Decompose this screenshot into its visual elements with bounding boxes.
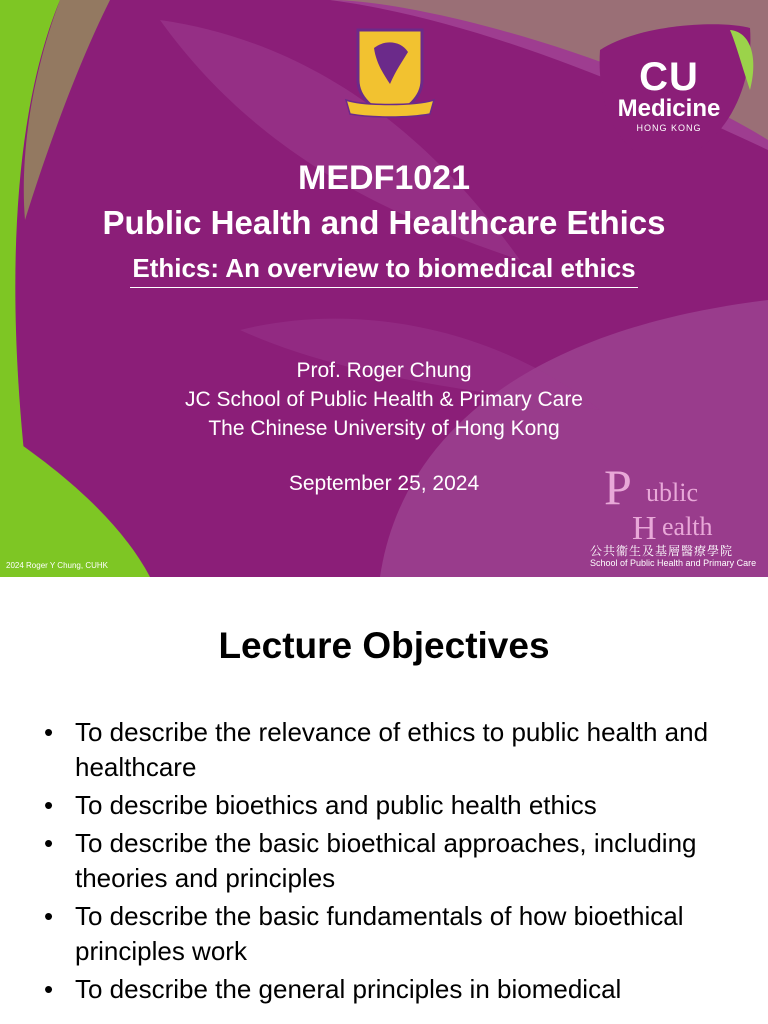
course-name: Public Health and Healthcare Ethics [102,204,666,241]
bullet-icon: • [44,828,54,858]
objectives-title: Lecture Objectives [218,625,550,666]
bullet-icon: • [44,717,54,747]
department-name: JC School of Public Health & Primary Care [185,388,583,411]
objective-item [44,715,744,785]
cu-logo-line3: HONG KONG [636,123,702,133]
ph-logo-ublic-glyphs: ublic [646,478,698,507]
presenter-name: Prof. Roger Chung [296,359,472,382]
presenter-block [0,356,768,443]
objective-text: To describe the basic bioethical approaches, including theories and principles [75,828,697,893]
lecture-date: September 25, 2024 [288,472,480,495]
objective-text: To describe the relevance of ethics to public health and healthcare [75,717,709,782]
ph-logo-ealth-glyphs: ealth [662,512,713,541]
cuhk-crest-logo [344,26,436,122]
ph-logo-chinese-name: 公共衞生及基層醫療學院 [590,544,734,558]
cu-logo-line2: Medicine [617,95,721,122]
cu-medicine-text [614,55,724,134]
objective-text: To describe the basic fundamentals of how bioethical principles work [75,901,684,966]
ph-logo-h-glyph: H [632,510,657,547]
objective-item [44,972,744,1007]
bullet-icon: • [44,974,54,1004]
copyright-notice: 2024 Roger Y Chung, CUHK [6,561,108,570]
bullet-icon: • [44,901,54,931]
objective-item [44,826,744,896]
lecture-subtitle: Ethics: An overview to biomedical ethics [130,252,637,288]
title-block [0,156,768,288]
public-health-school-logo [584,458,764,574]
ph-logo-p-glyph: P [604,459,632,515]
course-code: MEDF1021 [298,159,470,197]
objective-item [44,788,744,823]
objectives-list [44,715,744,1010]
bullet-icon: • [44,790,54,820]
objective-text: To describe the general principles in biomedical [75,974,622,1004]
objective-text: To describe bioethics and public health ethics [75,790,597,820]
cu-logo-line1: CU [639,55,699,99]
university-name: The Chinese University of Hong Kong [208,417,560,440]
objectives-slide [0,577,768,1024]
objective-item [44,899,744,969]
ph-logo-english-name: School of Public Health and Primary Care [590,558,757,568]
